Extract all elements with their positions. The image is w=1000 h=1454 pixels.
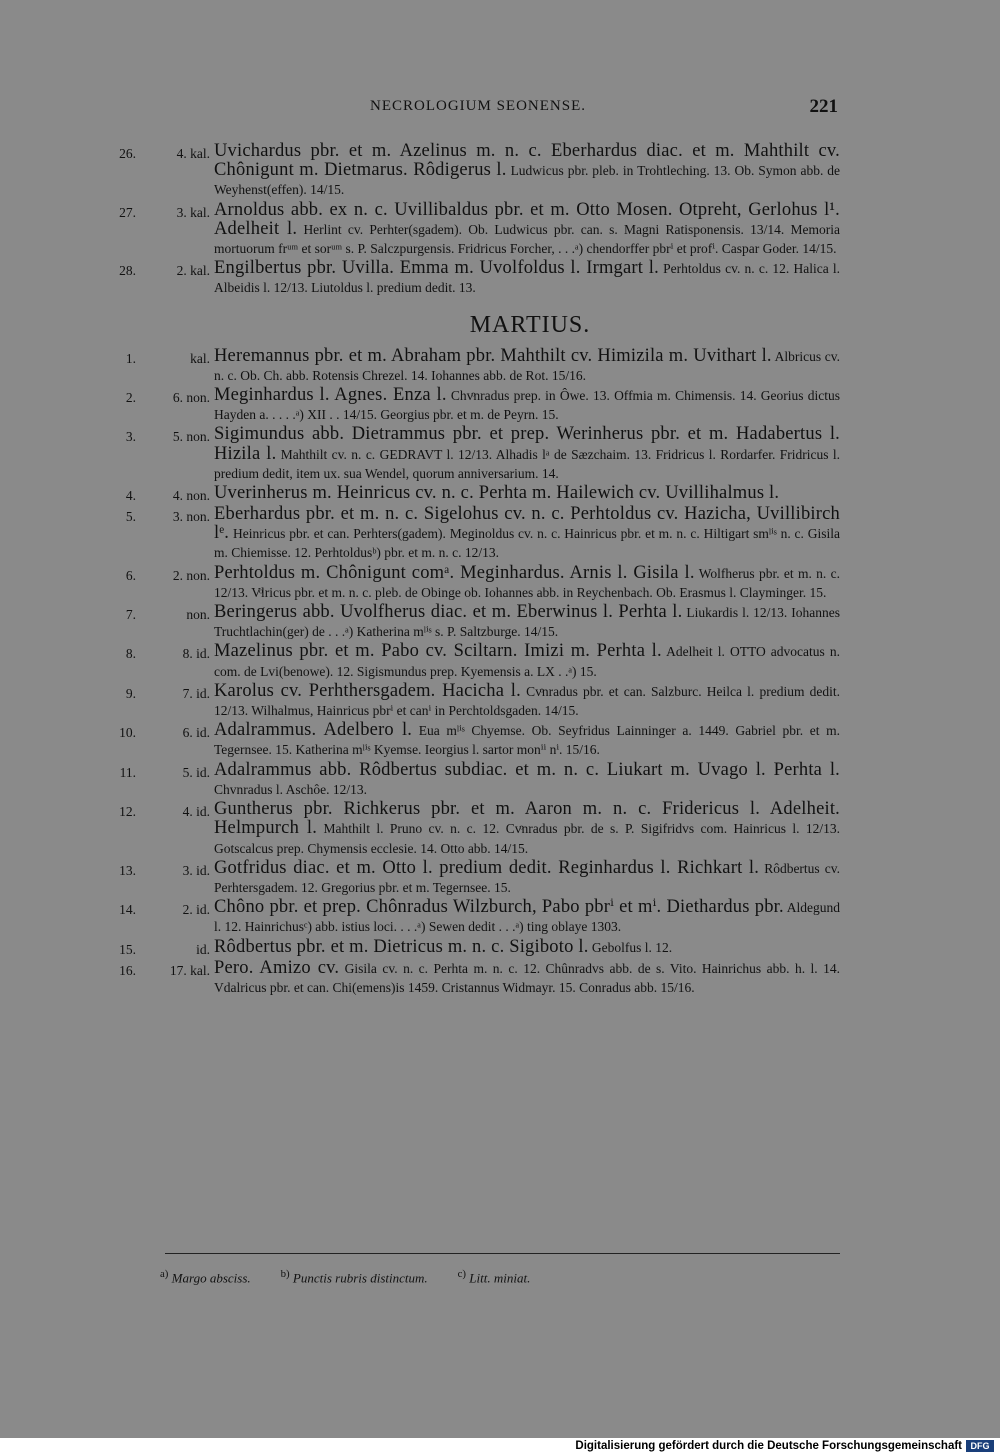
entry-text <box>214 761 840 799</box>
entry-roman-date: 5. id. <box>182 764 210 780</box>
entry-text <box>214 347 840 385</box>
dfg-logo-icon: DFG <box>966 1440 994 1452</box>
entry-text <box>214 800 840 858</box>
entry-text <box>214 484 840 503</box>
entry-day-number: 27. <box>119 204 136 220</box>
entry-row <box>100 761 840 799</box>
entry-main-text: Karolus cv. Perhthersgadem. Hacicha l. <box>214 680 521 701</box>
entry-roman-date: 8. id. <box>182 646 210 662</box>
entry-main-text: Mazelinus pbr. et m. Pabo cv. Sciltarn. Imizi m. Perhta l. <box>214 641 662 662</box>
entry-later-additions: Cvͦnradus pbr. et can. Salzburc. Heilca l. predium dedit. 12/13. Wilhalmus, Hainricus pbrⁱ et canⁱ in Perchtoldsgaden. 14/15. <box>214 683 840 719</box>
entry-row <box>100 505 840 563</box>
entry-main-text: Pero. Amizo cv. <box>214 957 340 978</box>
entry-text <box>214 564 840 602</box>
footnote-rule <box>165 1253 840 1254</box>
entry-later-additions: Chvͦnradus prep. in Ôwe. 13. Offmia m. Chimensis. 14. Georius dictus Hayden a. . . . .ᵃ) XII . . 14/15. Georgius pbr. et m. de Peyrn. 15. <box>214 388 840 423</box>
entry-roman-date: 6. id. <box>182 725 210 741</box>
entry-text <box>214 201 840 259</box>
entry-later-additions: Heinricus pbr. et can. Perhters(gadem). Meginoldus cv. n. c. Hainricus pbr. et m. n. c. Hiltigart smˡⁱˢ n. c. Gisila m. Chiemisse. 12. Perhtoldusᵇ) pbr. et m. n. c. 12/13. <box>214 526 841 561</box>
entry-roman-date: 17. kal. <box>169 962 210 978</box>
footnote-c: $^{c)}$ Litt. miniat. <box>457 1268 531 1286</box>
entry-roman-date: kal. <box>190 350 210 366</box>
entry-main-text: Gotfridus diac. et m. Otto l. predium dedit. Reginhardus l. Richkart l. <box>214 857 760 878</box>
march-entries <box>100 347 840 997</box>
entry-roman-date: 3. non. <box>172 509 210 525</box>
entry-day-number: 14. <box>119 902 136 918</box>
entry-later-additions: Gebolfus l. 12. <box>591 939 673 955</box>
entry-text <box>214 425 840 483</box>
entry-main-text: Uverinherus m. Heinricus cv. n. c. Perhta m. Hailewich cv. Uvillihalmus l. <box>214 483 780 504</box>
footnotes <box>160 1268 530 1286</box>
entry-row <box>100 938 840 958</box>
entry-text <box>214 142 840 200</box>
page-number: 221 <box>809 96 838 117</box>
entry-day-number: 10. <box>119 725 136 741</box>
entry-text <box>214 259 840 297</box>
entry-main-text: Beringerus abb. Uvolfherus diac. et m. Eberwinus l. Perhta l. <box>214 602 683 623</box>
entry-roman-date: id. <box>196 941 210 957</box>
entry-day-number: 2. <box>125 390 136 406</box>
entry-day-number: 13. <box>119 862 136 878</box>
entry-text <box>214 721 840 759</box>
entry-later-additions: Herlint cv. Perhter(sgadem). Ob. Ludwicus pbr. can. s. Magni Ratisponensis. 13/14. Memoria mortuorum frᵘᵐ et sorᵘᵐ s. P. Salczpurgensis. Fridricus Forcher, . . .ᵃ) chendorffer pbrⁱ et profⁱ. Caspar Goder. 14/15. <box>214 221 841 257</box>
entry-main-text: Sigimundus abb. Dietrammus pbr. et prep. Werinherus pbr. et m. Hadabertus l. Hizila l. <box>214 424 840 464</box>
entry-day-number: 26. <box>119 146 136 161</box>
entry-roman-date: 4. id. <box>182 804 210 820</box>
entry-day-number: 16. <box>119 962 136 978</box>
entry-main-text: Eberhardus pbr. et m. n. c. Sigelohus cv. n. c. Perhtoldus cv. Hazicha, Uvillibirch lᵉ. <box>214 504 840 544</box>
entry-main-text: Arnoldus abb. ex n. c. Uvillibaldus pbr. et m. Otto Mosen. Otpreht, Gerlohus l¹. Adelheit l. <box>214 199 840 239</box>
entry-text <box>214 682 840 720</box>
entry-roman-date: 3. kal. <box>176 204 210 220</box>
entry-row <box>100 721 840 759</box>
entry-later-additions: Perhtoldus cv. n. c. 12. Halica l. Albeidis l. 12/13. Liutoldus l. predium dedit. 13. <box>214 261 841 296</box>
entry-day-number: 15. <box>119 941 136 957</box>
entry-day-number: 5. <box>125 509 136 525</box>
entry-text <box>214 959 840 997</box>
entry-day-number: 12. <box>119 804 136 820</box>
entry-main-text: Perhtoldus m. Chônigunt comᵃ. Meginhardus. Arnis l. Gisila l. <box>214 562 695 583</box>
footer-bar <box>0 1438 1000 1454</box>
entry-row <box>100 425 840 483</box>
entry-roman-date: non. <box>186 607 210 623</box>
entry-later-additions: Liukardis l. 12/13. Iohannes Truchtlachin(ger) de . . .ᵃ) Katherina mˡⁱˢ s. P. Saltzburge. 14/15. <box>214 605 840 640</box>
entry-main-text: Heremannus pbr. et m. Abraham pbr. Mahthilt cv. Himizila m. Uvithart l. <box>214 345 772 366</box>
entry-roman-date: 2. non. <box>172 567 210 583</box>
entry-day-number: 8. <box>125 646 136 662</box>
entry-row <box>100 201 840 259</box>
entry-later-additions: Adelheit l. OTTO advocatus n. com. de Lvi(benowe). 12. Sigismundus prep. Kyemensis a. LX . .ᵃ) 15. <box>214 644 840 679</box>
entry-main-text: Chôno pbr. et prep. Chônradus Wilzburch, Pabo pbrⁱ et mⁱ. Diethardus pbr. <box>214 897 784 918</box>
entry-later-additions: Albricus cv. n. c. Ob. Ch. abb. Rotensis Chrezel. 14. Iohannes abb. de Rot. 15/16. <box>214 348 841 383</box>
month-heading: MARTIUS. <box>469 311 591 338</box>
entry-row <box>100 484 840 504</box>
entry-row <box>100 682 840 720</box>
entry-text <box>214 859 840 897</box>
entry-text <box>214 898 840 936</box>
entry-row <box>100 859 840 897</box>
entry-row <box>100 386 840 424</box>
entry-main-text: Uvichardus pbr. et m. Azelinus m. n. c. Eberhardus diac. et m. Mahthilt cv. Chônigunt m. Dietmarus. Rôdigerus l. <box>214 141 840 181</box>
entry-row <box>100 347 840 385</box>
entry-row <box>100 642 840 680</box>
entry-text <box>214 603 840 641</box>
entry-text <box>214 642 840 680</box>
entry-day-number: 7. <box>125 607 136 623</box>
entry-later-additions: Mahthilt cv. n. c. GEDRAVT l. 12/13. Alhadis lᵃ de Sæzchaim. 13. Fridricus l. Rordarfer. Fridricus l. predium dedit, item ux. sua Wendel, quorum anniversarium. 14. <box>214 446 840 481</box>
entry-row <box>100 142 840 200</box>
footnote-b: $^{b)}$ Punctis rubris distinctum. <box>280 1268 428 1286</box>
entry-later-additions: Gisila cv. n. c. Perhta m. n. c. 12. Chûnradvs abb. de s. Vito. Hainrichus abb. h. l. 14. Vdalricus pbr. et can. Chi(emens)is 1459. Cristannus Widmayr. 15. Conradus abb. 15/16. <box>214 960 840 995</box>
entry-day-number: 6. <box>125 567 136 583</box>
entry-row <box>100 800 840 858</box>
running-head: NECROLOGIUM SEONENSE. <box>370 98 586 114</box>
entry-text <box>214 938 840 957</box>
entry-text <box>214 505 840 563</box>
entry-later-additions: Wolfherus pbr. et m. n. c. 12/13. Vͦlricus pbr. et m. n. c. pleb. de Obinge ob. Iohannes abb. in Reychenbach. Ob. Erasmus l. Clayminger. 15. <box>214 565 840 600</box>
entry-roman-date: 2. id. <box>182 902 210 918</box>
entry-roman-date: 6. non. <box>172 390 210 406</box>
entry-roman-date: 2. kal. <box>176 263 210 279</box>
entry-row <box>100 259 840 297</box>
necrology-entries <box>100 142 840 998</box>
entry-later-additions: Ludwicus pbr. pleb. in Trohtleching. 13. Ob. Symon abb. de Weyhenst(effen). 14/15. <box>214 163 841 198</box>
entry-day-number: 9. <box>125 685 136 701</box>
february-entries <box>100 142 840 298</box>
entry-roman-date: 4. kal. <box>176 146 210 161</box>
entry-row <box>100 603 840 641</box>
entry-main-text: Adalrammus abb. Rôdbertus subdiac. et m. n. c. Liukart m. Uvago l. Perhta l. <box>214 759 840 780</box>
entry-main-text: Adalrammus. Adelbero l. <box>214 720 413 741</box>
entry-main-text: Rôdbertus pbr. et m. Dietricus m. n. c. Sigiboto l. <box>214 936 589 957</box>
entry-text <box>214 386 840 424</box>
entry-day-number: 4. <box>125 488 136 504</box>
entry-row <box>100 898 840 936</box>
entry-later-additions: Mahthilt l. Pruno cv. n. c. 12. Cvͦnradus pbr. de s. P. Sigifridvs com. Hainricus l. 12/13. Gotscalcus prep. Chymensis ecclesie. 14. Otto abb. 14/15. <box>214 821 841 856</box>
entry-roman-date: 7. id. <box>182 685 210 701</box>
entry-row <box>100 564 840 602</box>
entry-main-text: Meginhardus l. Agnes. Enza l. <box>214 385 447 406</box>
entry-main-text: Guntherus pbr. Richkerus pbr. et m. Aaron m. n. c. Fridericus l. Adelheit. Helmpurch l. <box>214 799 840 839</box>
entry-row <box>100 959 840 997</box>
entry-day-number: 3. <box>125 429 136 445</box>
entry-roman-date: 5. non. <box>172 429 210 445</box>
footer-credit: Digitalisierung gefördert durch die Deutsche Forschungsgemeinschaft <box>575 1440 962 1452</box>
entry-later-additions: Chvnradus l. Aschôe. 12/13. <box>214 781 367 797</box>
entry-roman-date: 3. id. <box>182 862 210 878</box>
entry-day-number: 11. <box>119 764 136 780</box>
entry-day-number: 1. <box>125 350 136 366</box>
footnote-a: $^{a)}$ Margo absciss. <box>160 1268 251 1286</box>
entry-later-additions: Rôdbertus cv. Perhtersgadem. 12. Gregorius pbr. et m. Tegernsee. 15. <box>214 860 840 895</box>
entry-later-additions: Aldegund l. 12. Hainrichusᶜ) abb. istius loci. . . .ᵃ) Sewen dedit . . .ᵃ) ting oblaye 1303. <box>214 900 840 935</box>
entry-roman-date: 4. non. <box>172 488 210 504</box>
entry-main-text: Engilbertus pbr. Uvilla. Emma m. Uvolfoldus l. Irmgart l. <box>214 258 659 279</box>
entry-later-additions: Eua mˡⁱˢ Chyemse. Ob. Seyfridus Lainninger a. 1449. Gabriel pbr. et m. Tegernsee. 15. Katherina mˡⁱˢ Kyemse. Ieorgius l. sartor monⁱⁱ nⁱ. 15/16. <box>214 723 840 758</box>
entry-day-number: 28. <box>119 263 136 279</box>
